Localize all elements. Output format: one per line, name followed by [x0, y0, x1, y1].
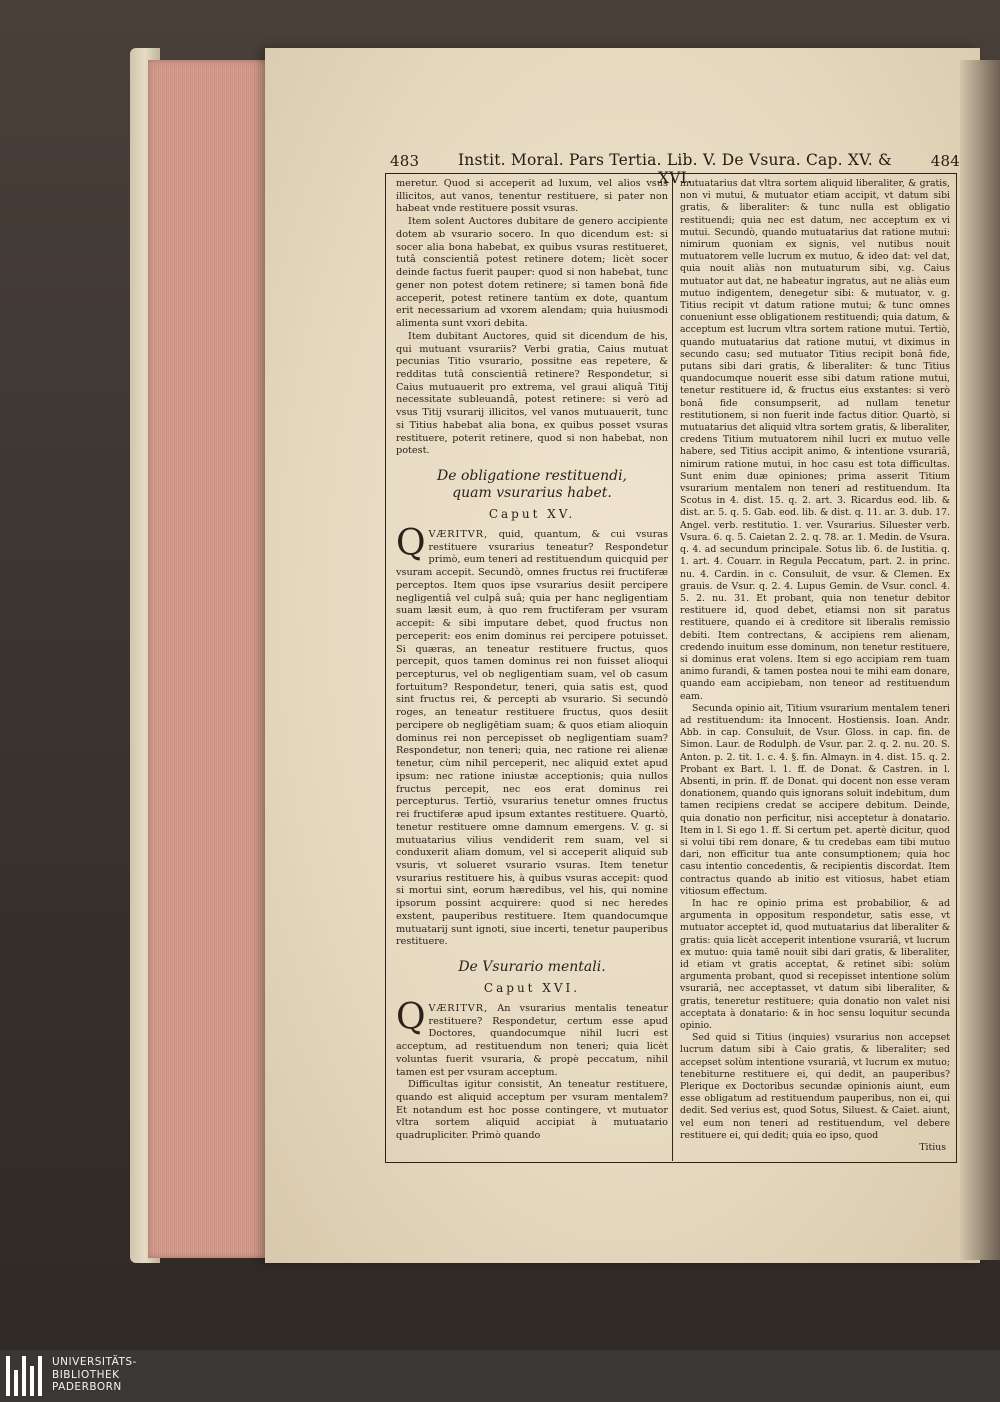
lead-word: VÆRITVR,: [428, 1002, 489, 1014]
running-header: [390, 150, 970, 187]
left-column: [396, 178, 668, 1143]
paragraph-text: An vsurarius mentalis teneatur restituere? Respondetur, certum esse apud Doctores, quandocumque nihil lucri est acceptum, ad restituendum non teneri; quia licèt voluntas fuerit vsuraria, & propè peccatum, nihil tamen est per vsuram acceptum.: [396, 1002, 668, 1078]
paragraph: Item dubitant Auctores, quid sit dicendum de his, qui mutuant vsurariis? Verbi gratia, Caius mutuat pecunias Titio vsurario, possitne eas repetere, & redditas tutâ conscientiâ retinere? Respondetur, si Caius mutuauerit pro extrema, vel graui aliquâ Titij necessitate subleuandâ, potest retinere: si verò ad vsus Titij vsurarij illicitos, vel vanos mutuauerit, tunc si Titius habebat alia bona, ex quibus posset vsuras restituere, poterit retinere, quod si non habebat, non potest.: [396, 330, 668, 457]
page-edges: [148, 60, 270, 1258]
library-watermark: [0, 1350, 1000, 1402]
paragraph: [396, 996, 668, 1079]
chapter-label: Caput XVI.: [483, 981, 581, 996]
drop-cap: Q: [396, 522, 426, 564]
paragraph: meretur. Quod si acceperit ad luxum, vel alios vsus illicitos, aut vanos, tenentur restituere, si pater non habeat vnde restituere possit vsuras.: [396, 178, 668, 215]
paragraph: In hac re opinio prima est probabilior, & ad argumenta in oppositum respondetur, satis esse, vt mutuator acceptet id, quod mutuatarius dat liberaliter & gratis: quia licèt acceperit intentione vsurariâ, vt lucrum ex mutuo: quia tamē nouit sibi dari gratis, & liberaliter, id etiam vt gratis acceptat, & retinet sibi: solùm argumenta probant, quod si recepisset intentione solùm vsurariâ, nec acceptasset, vt datum sibi liberaliter, & gratis, teneretur restituere; quia donatio non valet nisi acceptata à donatario: & in hoc sensu loquitur secunda opinio.: [680, 897, 950, 1032]
paragraph: [396, 522, 668, 949]
library-name: UNIVERSITÄTS- BIBLIOTHEK PADERBORN: [52, 1356, 137, 1393]
section-heading: De Vsurario mentali.: [458, 959, 606, 976]
paragraph: Secunda opinio ait, Titium vsurarium mentalem teneri ad restituendum: ita Innocent. Hostiensis. Ioan. Andr. Abb. in cap. Consuluit, de Vsur. Gloss. in cap. fin. de Simon. Laur. de Rodulph. de Vsur. par. 2. q. 2. nu. 20. S. Anton. p. 2. tit. 1. c. 4. §. fin. Almayn. in 4. dist. 15. q. 2. Probant ex Bart. l. 1. ff. de Donat. & Castren. in l. Absenti, in prin. ff. de Donat. qui docent non esse veram donationem, quando quis ignorans soluit indebitum, dum tamen recipiens credat se accipere debitum. Deinde, quia donatio non perficitur, nisi acceptetur à donatario. Item in l. Si ego 1. ff. Si certum pet. apertè dicitur, quod si volui tibi rem donare, & tu credebas eam tibi mutuo dari, non efficitur tua ante consumptionem; quia hoc casu intentio concedentis, & recipientis discordat. Item contractus quando ab initio est vitiosus, habet etiam vitiosum effectum.: [680, 702, 950, 897]
lead-word: VÆRITVR,: [428, 528, 489, 540]
paragraph: mutuatarius dat vltra sortem aliquid liberaliter, & gratis, non vi mutui, & mutuator etiam accipit, vt datum sibi gratis, & liberaliter: & tunc nulla est obligatio restituendi; quia nec est datum, nec acceptum ex vi mutui. Secundò, quando mutuatarius dat ratione mutui: nimirum quoniam ex signis, vel nutibus nouit mutuatorem velle lucrum ex mutuo, & ideo dat: vel dat, quia nouit aliàs non mutuaturum sibi, v.g. Caius mutuator aut dat, ne habeatur ingratus, aut ne aliàs eum mutuo indigentem, denegetur sibi: & mutuator, v. g. Titius recipit vt datum ratione mutui; & tunc omnes conueniunt esse obligationem restituendi; quia datum, & acceptum est lucrum vltra sortem ratione mutui. Tertiò, quando mutuatarius dat ratione mutui, vt diximus in secundo casu; sed mutuator Titius recipit bonâ fide, putans sibi dari gratis, & liberaliter: & tunc Titius quandocumque nouerit esse sibi datum ratione mutui, tenetur restituere id, & fructus eius exstantes: si verò bonâ fide consumpserit, ad nullam tenetur restitutionem, si non fuerit inde factus ditior. Quartò, si mutuatarius det aliquid vltra sortem gratis, & liberaliter, credens Titium mutuatorem nihil lucri ex mutuo velle habere, sed Titius accipit animo, & intentione vsurariâ, nimirum ratione mutui, in hoc casu est tota difficultas. Sunt enim duæ opiniones; prima asserit Titium vsurarium mentalem non teneri ad restituendum. Ita Scotus in 4. dist. 15. q. 2. art. 3. Ricardus eod. lib. & dist. ar. 5. q. 5. Gab. eod. lib. & dist. q. 11. ar. 3. dub. 17. Angel. verb. restitutio. 1. ver. Vsurarius. Siluester verb. Vsura. 6. q. 5. Caietan 2. 2. q. 78. ar. 1. Medin. de Vsura. q. 4. ad secundum principale. Sotus lib. 6. de Iustitia. q. 1. art. 4. Couarr. in Regula Peccatum, part. 2. in princ. nu. 4. Cardin. in c. Consuluit, de vsur. & Clemen. Ex grauis. de Vsur. q. 2. 4. Lupus Gemin. de Vsur. concl. 4. 5. 2. nu. 31. Et probant, quia non tenetur debitor restituere id, quod debet, etiamsi non sit paratus restituere, quando ei à creditore sit liberalis remissio debiti. Item contrectans, & accipiens rem alienam, credendo inuitum esse dominum, non tenetur restituere, si dominus erat volens. Item si ego accipiam rem tuam animo furandi, & tamen postea noui te mihi eam donare, quando eam accipiebam, non teneor ad restituendum eam.: [680, 178, 950, 702]
catchword: Titius: [919, 1142, 946, 1154]
chapter-label: Caput XV.: [488, 507, 576, 522]
next-page-gutter: [960, 60, 1000, 1260]
paragraph: Sed quid si Titius (inquies) vsurarius non accepset lucrum datum sibi à Caio gratis, & liberaliter; sed accepset solùm intentione vsurariâ, vt lucrum ex mutuo; tenebiturne restituere ei, qui dedit, an pauperibus? Plerique ex Doctoribus secundæ opinionis aiunt, eum esse obligatum ad restituendum pauperibus, non ei, qui dedit. Sed verius est, quod Sotus, Siluest. & Caiet. aiunt, vel eum non teneri ad restituendum, vel debere restituere ei, qui dedit; quia eo ipso, quod: [680, 1032, 950, 1141]
column-divider: [672, 173, 673, 1161]
running-title: Instit. Moral. Pars Tertia. Lib. V. De Vsura. Cap. XV. & XVI.: [457, 151, 893, 187]
paragraph-text: quid, quantum, & cui vsuras restituere vsurarius teneatur? Respondetur primò, eum teneri ad restituendum quicquid per vsuram accepit. Secundò, omnes fructus rei fructiferæ perceptos. Item quos ipse vsurarius desiit percipere negligentiâ vel culpâ suâ; quia per hanc negligentiam suam læsit eum, à quo rem fructiferam per vsuram accepit: & sibi imputare debet, quod fructus non perceperit: eos enim dominus rei percipere potuisset. Si quæras, an teneatur restituere fructus, quos percepit, quos tamen dominus rei non fuisset alioqui percepturus, vel ob negligentiam suam, vel ob casum fortuitum? Respondetur, teneri, quia satis est, quod sint fructus rei, & percepti ab vsurario. Si secundò roges, an teneatur restituere fructus, quos desiit percipere ob negligētiam suam; & quos etiam alioquin dominus rei non percepisset ob negligentiam suam? Respondetur, non teneri; quia, nec ratione rei alienæ tenetur, cùm nihil perceperit, nec aliquid extet apud ipsum: nec ratione iniustæ acceptionis; quia nullos fructus percepit, nec eos erat dominus rei percepturus. Tertiò, vsurarius tenetur omnes fructus rei fructiferæ apud ipsum extantes restituere. Quartò, tenetur restituere omne damnum emergens. V. g. si mutuatarius vilius vendiderit rem suam, vel si conduxerit aliam domum, vel si acceperit aliquid sub vsuris, vt solueret vsurario vsuras. Item tenetur vsurarius restituere his, à quibus vsuras accepit: quod si mortui sint, eorum hæredibus, vel his, qui nomine ipsorum possint acquirere: quod si nec heredes exstent, pauperibus restituere. Item quandocumque mutuatarij sunt ignoti, siue incerti, tenetur pauperibus restituere.: [396, 528, 668, 948]
page-number-right: 484: [930, 152, 960, 170]
paragraph: Difficultas igitur consistit, An teneatur restituere, quando est aliquid acceptum per vsuram mentalem? Et notandum est hoc posse contingere, vt mutuator vltra sortem aliquid accipiat à mutuatario quadrupliciter. Primò quando: [396, 1079, 668, 1142]
library-logo-icon: [6, 1356, 44, 1396]
section-heading: De obligatione restituendi, quam vsurarius habet.: [437, 468, 627, 502]
right-column: [680, 178, 950, 1154]
paragraph: Item solent Auctores dubitare de genero accipiente dotem ab vsurario socero. In quo dicendum est: si socer alia bona habebat, ex quibus vsuras restitueret, tutâ conscientiâ potest retinere dotem; licèt socer deinde factus fuerit pauper: quod si non habebat, tunc gener non potest dotem retinere; si tamen bonâ fide acceperit, potest retinere tantùm ex dote, quantum erit necessarium ad vxorem alendam; quia huiusmodi alimenta sunt vxori debita.: [396, 216, 668, 330]
page-number-left: 483: [390, 152, 420, 170]
drop-cap: Q: [396, 996, 426, 1038]
